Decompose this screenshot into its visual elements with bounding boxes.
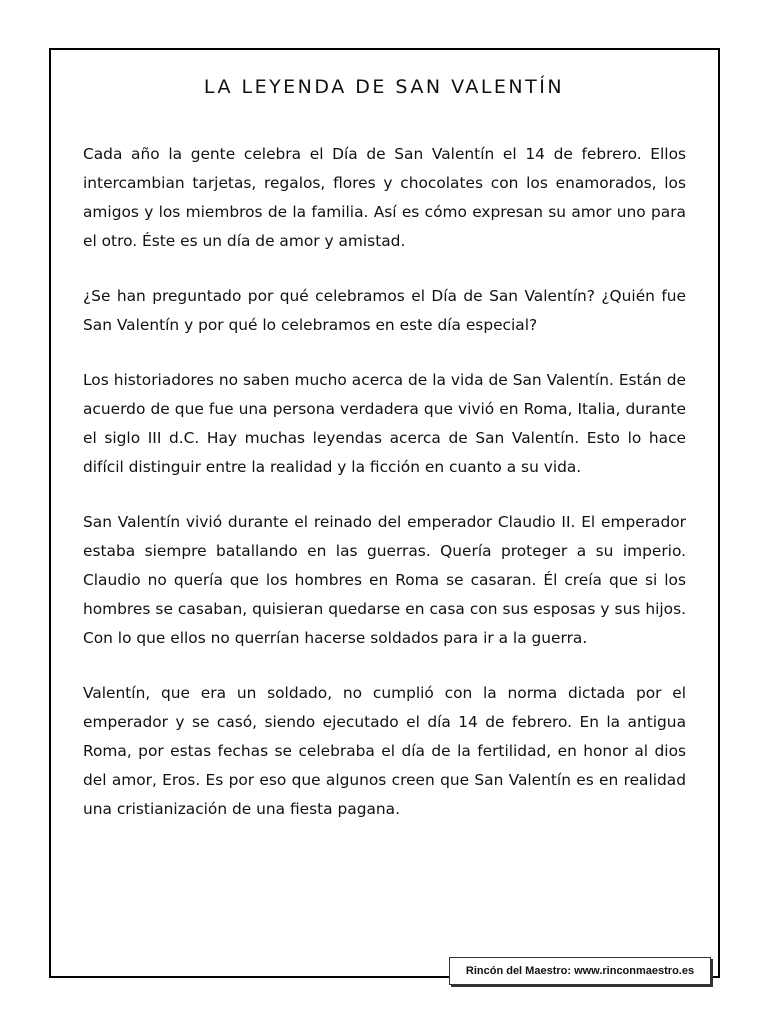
paragraph-5: Valentín, que era un soldado, no cumplió con la norma dictada por el emperador y se casó, siendo ejecutado el día 14 de febrero. En la antigua Roma, por estas fechas se celebraba el día de la fertilidad, en honor al dios del amor, Eros. Es por eso que algunos creen que San Valentín es en realidad una cristianización de una fiesta pagana. [83,684,686,818]
footer-credit-box [449,957,711,985]
paragraph-1: Cada año la gente celebra el Día de San Valentín el 14 de febrero. Ellos intercambian tarjetas, regalos, flores y chocolates con los enamorados, los amigos y los miembros de la familia. Así es cómo expresan su amor uno para el otro. Éste es un día de amor y amistad. [83,145,686,250]
document-title: LA LEYENDA DE SAN VALENTÍN [203,76,565,98]
footer-credit: Rincón del Maestro: www.rinconmaestro.es [465,965,695,977]
document-body [83,140,686,850]
paragraph-3: Los historiadores no saben mucho acerca de la vida de San Valentín. Están de acuerdo de que fue una persona verdadera que vivió en Roma, Italia, durante el siglo III d.C. Hay muchas leyendas acerca de San Valentín. Esto lo hace difícil distinguir entre la realidad y la ficción en cuanto a su vida. [83,371,686,476]
paragraph-4: San Valentín vivió durante el reinado del emperador Claudio II. El emperador estaba siempre batallando en las guerras. Quería proteger a su imperio. Claudio no quería que los hombres en Roma se casaran. Él creía que si los hombres se casaban, quisieran quedarse en casa con sus esposas y sus hijos. Con lo que ellos no querrían hacerse soldados para ir a la guerra. [83,513,686,647]
paragraph-2: ¿Se han preguntado por qué celebramos el Día de San Valentín? ¿Quién fue San Valentín y por qué lo celebramos en este día especial? [83,287,686,334]
